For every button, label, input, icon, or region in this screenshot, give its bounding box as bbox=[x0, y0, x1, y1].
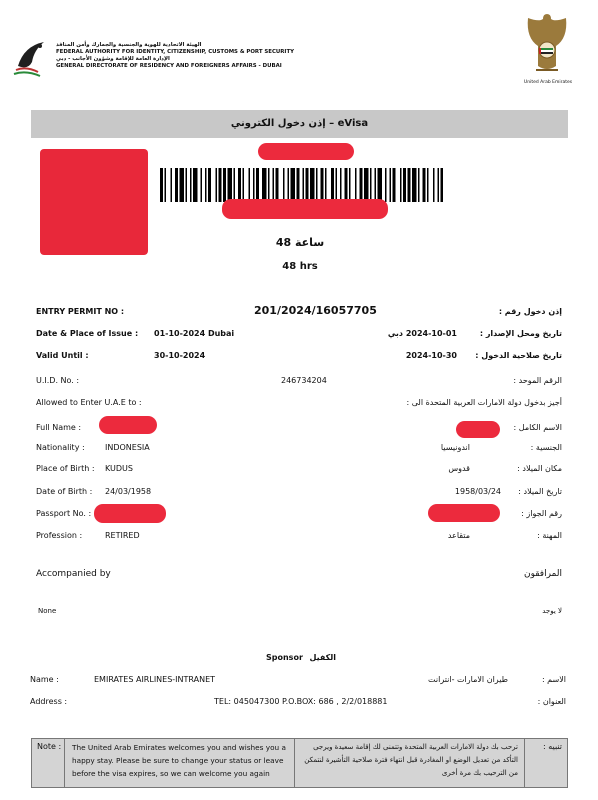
barcode-bar bbox=[360, 168, 363, 202]
org-line-en-2: GENERAL DIRECTORATE OF RESIDENCY AND FOREIGNERS AFFAIRS - DUBAI bbox=[56, 63, 282, 69]
allowed-label-ar: أجيز بدخول دولة الامارات العربية المتحدة الى : bbox=[406, 398, 562, 407]
barcode-bar bbox=[273, 168, 275, 202]
barcode-bar bbox=[331, 168, 334, 202]
sponsor-address-value: TEL: 045047300 P.O.BOX: 686 , 2/2/018881 bbox=[214, 697, 388, 706]
barcode-bar bbox=[316, 168, 318, 202]
document-title: إذن دخول الكتروني – eVisa bbox=[31, 110, 568, 138]
uid-label-ar: الرقم الموحد : bbox=[513, 376, 562, 385]
sponsor-address-label-ar: العنوان : bbox=[537, 697, 566, 706]
organization-name bbox=[56, 42, 295, 70]
barcode-bar bbox=[228, 168, 233, 202]
note-text: The United Arab Emirates welcomes you and wishes you a happy stay. Please be sure to change your status or leave before the visa expires, so we can welcome you again bbox=[65, 739, 295, 787]
note-text-ar: ترحب بك دولة الامارات العربية المتحدة وتتمنى لك إقامة سعيدة ويرجى التأكد من تعديل الوضع او المغادرة قبل انتهاء فترة صلاحية التأشيرة لنتمكن من الترحيب بك مرة أخرى bbox=[295, 739, 525, 787]
barcode-bar bbox=[160, 168, 163, 202]
date-of-birth-label-ar: تاريخ الميلاد : bbox=[518, 487, 562, 496]
barcode-bar bbox=[223, 168, 226, 202]
entry-permit-number: 201/2024/16057705 bbox=[254, 304, 377, 317]
barcode-bar bbox=[256, 168, 259, 202]
profession-label: Profession : bbox=[36, 531, 83, 540]
barcode-bar bbox=[249, 168, 251, 202]
entry-permit-label-ar: إذن دخول رقم : bbox=[498, 307, 562, 316]
barcode-bar bbox=[238, 168, 241, 202]
barcode-bottom-redaction bbox=[222, 199, 388, 219]
place-of-birth-label: Place of Birth : bbox=[36, 464, 95, 473]
sponsor-name-label: Name : bbox=[30, 675, 59, 684]
barcode-bar bbox=[349, 168, 351, 202]
barcode-bar bbox=[355, 168, 357, 202]
valid-until-value-ar: 2024-10-30 bbox=[405, 351, 457, 360]
barcode-bar bbox=[345, 168, 348, 202]
nationality-value: INDONESIA bbox=[105, 443, 150, 452]
accompanied-label-ar: المرافقون bbox=[523, 569, 562, 579]
valid-until-value: 30-10-2024 bbox=[154, 351, 206, 360]
passport-ar-redaction bbox=[428, 504, 500, 522]
barcode-bar bbox=[243, 168, 245, 202]
barcode-bar bbox=[438, 168, 440, 202]
barcode-bar bbox=[291, 168, 296, 202]
barcode-bar bbox=[234, 168, 236, 202]
org-line-ar-1: الهيئة الاتحادية للهوية والجنسية والجمارك وأمن المنافذ bbox=[56, 42, 202, 48]
allowed-label: Allowed to Enter U.A.E to : bbox=[36, 398, 142, 407]
issue-label-ar: تاريخ ومحل الإصدار : bbox=[479, 329, 562, 338]
barcode-bar bbox=[321, 168, 324, 202]
barcode-bar bbox=[253, 168, 255, 202]
place-of-birth-value: KUDUS bbox=[105, 464, 133, 473]
issue-label: Date & Place of Issue : bbox=[36, 329, 139, 338]
barcode-bar bbox=[190, 168, 192, 202]
accompanied-value-ar: لا يوجد bbox=[542, 607, 562, 615]
nationality-label: Nationality : bbox=[36, 443, 85, 452]
barcode-bar bbox=[306, 168, 309, 202]
emblem-caption: United Arab Emirates bbox=[523, 80, 573, 85]
barcode-bar bbox=[325, 168, 327, 202]
barcode bbox=[160, 168, 443, 202]
barcode-bar bbox=[303, 168, 305, 202]
barcode-bar bbox=[201, 168, 203, 202]
barcode-bar bbox=[208, 168, 211, 202]
uid-label: U.I.D. No. : bbox=[36, 376, 80, 385]
barcode-bar bbox=[433, 168, 435, 202]
note-box bbox=[31, 738, 568, 788]
nationality-label-ar: الجنسية : bbox=[530, 443, 562, 452]
entry-permit-label: ENTRY PERMIT NO : bbox=[36, 307, 125, 316]
validity-english: 48 hrs bbox=[282, 261, 318, 272]
nationality-value-ar: اندونيسيا bbox=[440, 443, 470, 452]
sponsor-heading: Sponsor bbox=[266, 653, 303, 662]
profession-label-ar: المهنة : bbox=[537, 531, 562, 540]
barcode-bar bbox=[385, 168, 387, 202]
validity-arabic: 48 ساعة bbox=[275, 236, 325, 249]
barcode-bar bbox=[403, 168, 406, 202]
barcode-bar bbox=[180, 168, 185, 202]
passport-redaction bbox=[94, 504, 166, 523]
barcode-top-redaction bbox=[258, 143, 354, 160]
sponsor-name-value: EMIRATES AIRLINES-INTRANET bbox=[94, 675, 216, 684]
barcode-bar bbox=[412, 168, 417, 202]
issue-value: 01-10-2024 Dubai bbox=[154, 329, 235, 338]
barcode-bar bbox=[268, 168, 270, 202]
uid-value: 246734204 bbox=[281, 376, 327, 385]
date-of-birth-value: 24/03/1958 bbox=[105, 487, 152, 496]
place-of-birth-label-ar: مكان الميلاد : bbox=[517, 464, 562, 473]
barcode-bar bbox=[276, 168, 279, 202]
accompanied-value: None bbox=[38, 607, 57, 615]
barcode-bar bbox=[423, 168, 426, 202]
barcode-bar bbox=[262, 168, 267, 202]
barcode-bar bbox=[364, 168, 369, 202]
sponsor-name-value-ar: طيران الامارات -انترانت bbox=[428, 675, 508, 684]
uae-emblem bbox=[522, 10, 572, 78]
barcode-bar bbox=[393, 168, 396, 202]
valid-until-label: Valid Until : bbox=[36, 351, 89, 360]
barcode-bar bbox=[165, 168, 167, 202]
note-label-ar: تنبيه : bbox=[543, 742, 562, 751]
barcode-bar bbox=[288, 168, 290, 202]
barcode-bar bbox=[418, 168, 420, 202]
issue-value-ar: 2024-10-01 دبي bbox=[387, 329, 457, 338]
barcode-bar bbox=[336, 168, 338, 202]
barcode-bar bbox=[193, 168, 198, 202]
full-name-label-ar: الاسم الكامل : bbox=[513, 423, 562, 432]
barcode-bar bbox=[370, 168, 372, 202]
date-of-birth-value-ar: 1958/03/24 bbox=[454, 487, 501, 496]
barcode-bar bbox=[310, 168, 315, 202]
accompanied-label: Accompanied by bbox=[36, 569, 111, 579]
full-name-redaction bbox=[99, 416, 157, 434]
profession-value-ar: متقاعد bbox=[447, 531, 470, 540]
date-of-birth-label: Date of Birth : bbox=[36, 487, 93, 496]
barcode-bar bbox=[340, 168, 342, 202]
barcode-bar bbox=[375, 168, 377, 202]
barcode-bar bbox=[441, 168, 444, 202]
barcode-bar bbox=[390, 168, 392, 202]
barcode-bar bbox=[205, 168, 207, 202]
sponsor-name-label-ar: الاسم : bbox=[541, 675, 566, 684]
barcode-bar bbox=[297, 168, 300, 202]
barcode-bar bbox=[408, 168, 411, 202]
barcode-bar bbox=[216, 168, 218, 202]
valid-until-label-ar: تاريخ صلاحية الدخول : bbox=[475, 351, 562, 360]
full-name-ar-redaction bbox=[456, 421, 500, 438]
barcode-bar bbox=[219, 168, 222, 202]
barcode-bar bbox=[175, 168, 178, 202]
barcode-bar bbox=[171, 168, 173, 202]
profession-value: RETIRED bbox=[105, 531, 140, 540]
photo-redacted bbox=[40, 149, 148, 255]
barcode-bar bbox=[283, 168, 285, 202]
sponsor-address-label: Address : bbox=[30, 697, 68, 706]
full-name-label: Full Name : bbox=[36, 423, 82, 432]
barcode-bar bbox=[186, 168, 188, 202]
place-of-birth-value-ar: قدوس bbox=[448, 464, 470, 473]
barcode-bar bbox=[378, 168, 383, 202]
barcode-bar bbox=[400, 168, 402, 202]
passport-label-ar: رقم الجواز : bbox=[521, 509, 562, 518]
authority-logo bbox=[10, 36, 54, 80]
note-label: Note : bbox=[32, 739, 65, 787]
org-line-ar-2: الإدارة العامة للإقامة وشؤون الأجانب - دبي bbox=[56, 56, 170, 62]
org-line-en-1: FEDERAL AUTHORITY FOR IDENTITY, CITIZENSHIP, CUSTOMS & PORT SECURITY bbox=[56, 49, 295, 55]
barcode-bar bbox=[427, 168, 429, 202]
sponsor-heading-ar: الكفيل bbox=[309, 653, 336, 662]
passport-label: Passport No. : bbox=[36, 509, 92, 518]
